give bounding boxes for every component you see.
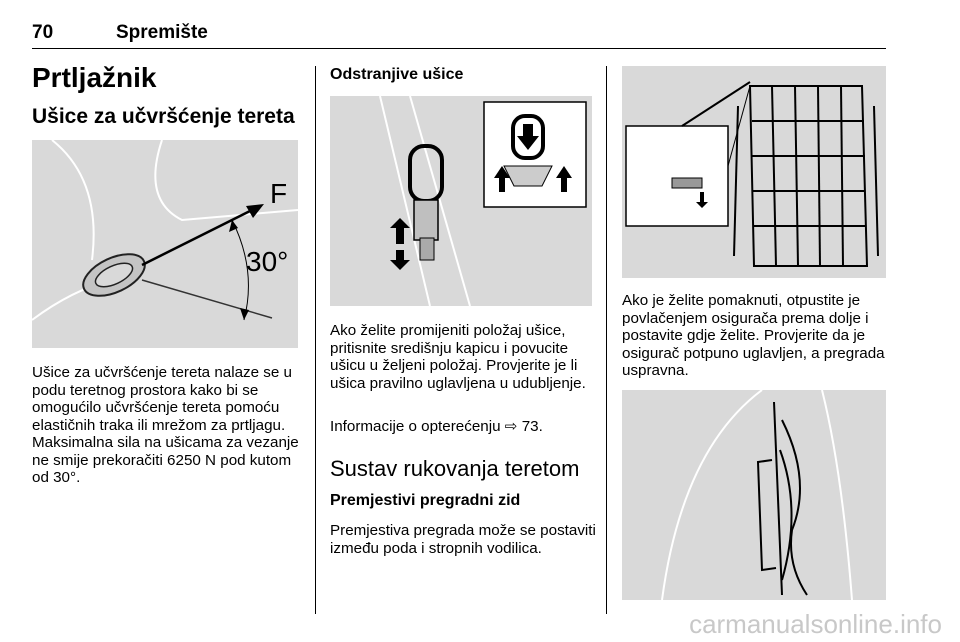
paragraph: Premjestiva pregrada može se postaviti između poda i stropnih vodilica. bbox=[330, 522, 596, 557]
heading: Odstranjive ušice bbox=[330, 66, 464, 83]
column-divider bbox=[315, 66, 316, 614]
figure-partition-net bbox=[622, 66, 886, 278]
figure-lashing-eye bbox=[32, 140, 298, 348]
paragraph: Informacije o opterećenju ⇨ 73. bbox=[330, 418, 543, 435]
paragraph: Ako je želite pomaknuti, otpustite je povlačenjem osigurača prema dolje i postavite gdje želite. Provjerite da je osigurač potpuno uglavljen, a pregrada uspravna. bbox=[622, 292, 885, 379]
figure-partition-side bbox=[622, 390, 886, 600]
column-divider bbox=[606, 66, 607, 614]
paragraph: Ušice za učvršćenje tereta nalaze se u podu teretnog prostora kako bi se omogućilo učvršćenje tereta pomoću elastičnih traka ili mrežom za prtljagu. bbox=[32, 364, 293, 434]
page-header bbox=[32, 18, 886, 49]
force-label: F bbox=[270, 178, 288, 209]
figure-removable-eye bbox=[330, 96, 592, 306]
sub-heading: Premjestivi pregradni zid bbox=[330, 492, 521, 509]
paragraph: Maksimalna sila na ušicama za vezanje ne smije prekoračiti 6250 N pod kutom od 30°. bbox=[32, 434, 299, 486]
angle-label: 30° bbox=[246, 246, 289, 277]
section-title: Sustav rukovanja teretom bbox=[330, 456, 580, 481]
section-name: Spremište bbox=[116, 22, 208, 43]
page-number: 70 bbox=[32, 22, 54, 43]
page-title: Prtljažnik bbox=[32, 62, 157, 93]
subtitle: Ušice za učvršćenje tereta bbox=[32, 105, 295, 128]
watermark: carmanualsonline.info bbox=[689, 609, 942, 639]
paragraph: Ako želite promijeniti položaj ušice, pritisnite središnju kapicu i povucite ušicu u željeni položaj. Provjerite je li ušica pravilno uglavljena u udubljenje. bbox=[330, 322, 586, 392]
